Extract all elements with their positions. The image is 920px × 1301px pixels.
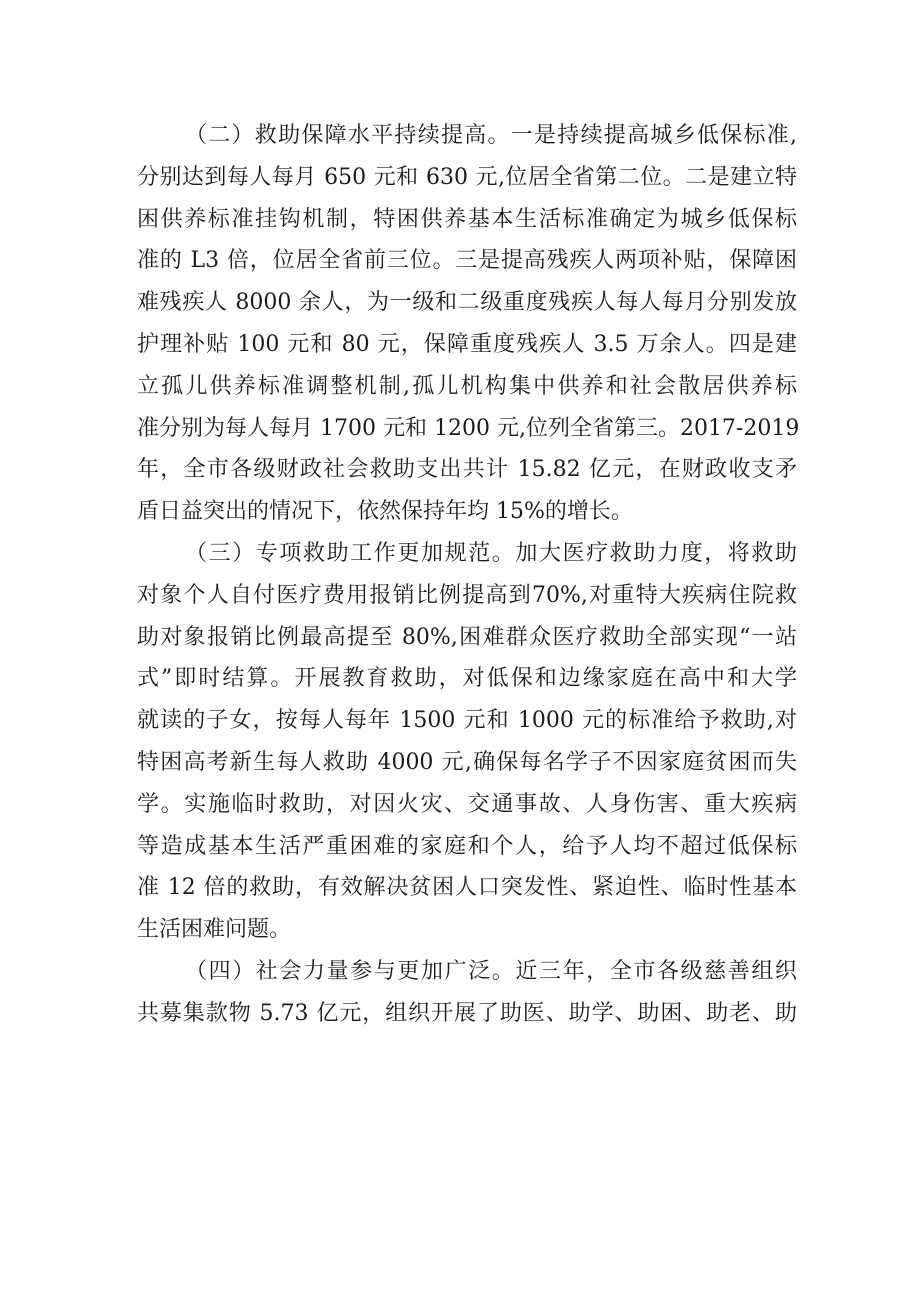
text-line: 护理补贴 100 元和 80 元，保障重度残疾人 3.5 万余人。四是建: [137, 331, 797, 357]
text-line: 助对象报销比例最高提至 80%,困难群众医疗救助全部实现“一站: [137, 624, 797, 650]
text-line: 特困高考新生每人救助 4000 元,确保每名学子不因家庭贫困而失: [137, 749, 797, 775]
text-line: 分别达到每人每月 650 元和 630 元,位居全省第二位。二是建立特: [137, 164, 797, 190]
document-body: [137, 115, 800, 1035]
text-line: 难残疾人 8000 余人，为一级和二级重度残疾人每人每月分别发放: [137, 290, 797, 316]
text-line: 生活困难问题。: [137, 917, 292, 943]
text-line: （三）专项救助工作更加规范。加大医疗救助力度，将救助: [185, 540, 797, 566]
text-line: 立孤儿供养标准调整机制,孤儿机构集中供养和社会散居供养标: [137, 373, 797, 399]
text-line: 共募集款物 5.73 亿元，组织开展了助医、助学、助困、助老、助: [137, 1000, 797, 1026]
text-line: 困供养标准挂钩机制，特困供养基本生活标准确定为城乡低保标: [137, 206, 797, 232]
text-line: 对象个人自付医疗费用报销比例提高到70%,对重特大疾病住院救: [137, 582, 797, 608]
text-line: 学。实施临时救助，对因火灾、交通事故、人身伤害、重大疾病: [137, 791, 797, 817]
text-line: 等造成基本生活严重困难的家庭和个人，给予人均不超过低保标: [137, 833, 797, 859]
text-line: 准分别为每人每月 1700 元和 1200 元,位列全省第三。2017-2019: [137, 415, 800, 441]
text-line: （四）社会力量参与更加广泛。近三年，全市各级慈善组织: [185, 958, 797, 984]
text-line: 年，全市各级财政社会救助支出共计 15.82 亿元，在财政收支矛: [137, 457, 797, 483]
paragraph-special-relief: [137, 533, 797, 951]
text-line: 准 12 倍的救助，有效解决贫困人口突发性、紧迫性、临时性基本: [137, 875, 797, 901]
text-line: 准的 L3 倍，位居全省前三位。三是提高残疾人两项补贴，保障困: [137, 248, 797, 274]
text-line: 就读的子女，按每人每年 1500 元和 1000 元的标准给予救助,对: [137, 708, 797, 734]
paragraph-relief-standards: [137, 115, 800, 533]
text-line: 式”即时结算。开展教育救助，对低保和边缘家庭在高中和大学: [137, 666, 797, 692]
paragraph-social-participation: [137, 951, 797, 1035]
text-line: 盾日益突出的情况下，依然保持年均 15%的增长。: [137, 499, 633, 525]
text-line: （二）救助保障水平持续提高。一是持续提高城乡低保标准,: [185, 123, 797, 148]
